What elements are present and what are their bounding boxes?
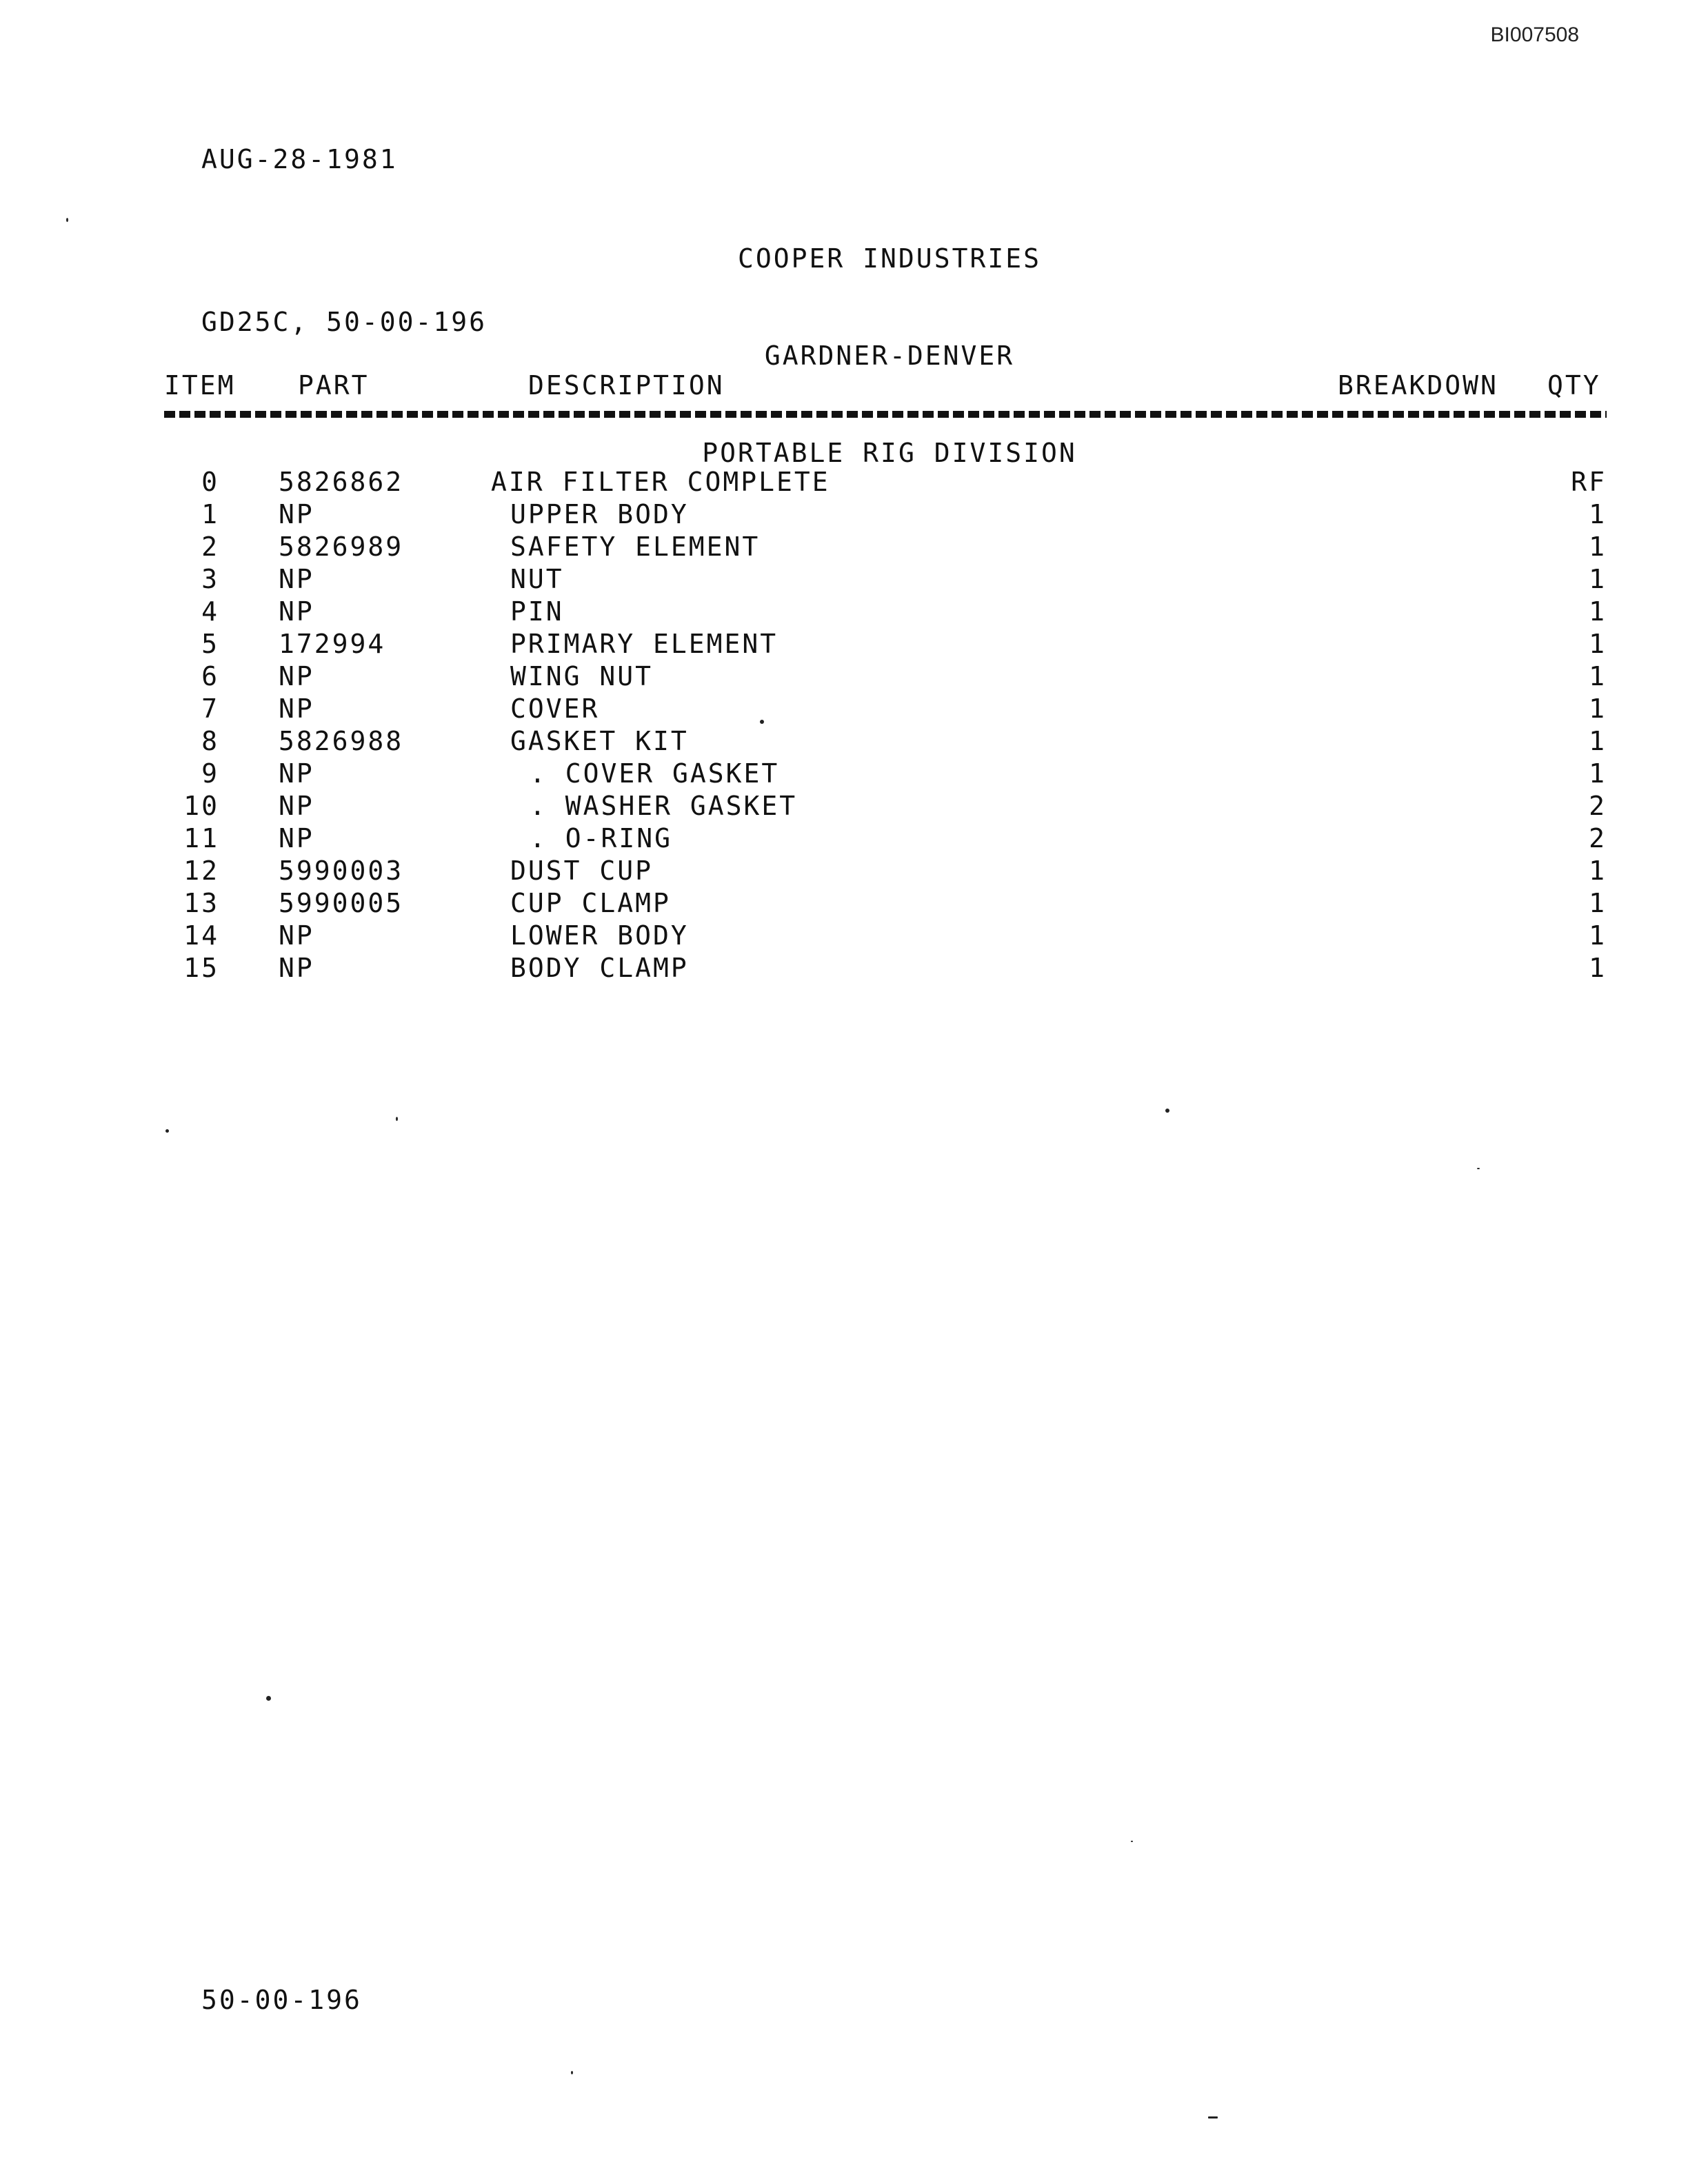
row-qty: 1 [1589, 596, 1607, 627]
scan-speck [266, 1696, 271, 1701]
company-name: COOPER INDUSTRIES [738, 243, 1041, 274]
scan-speck [1165, 1109, 1169, 1113]
row-description: . WASHER GASKET [530, 791, 798, 821]
row-part: NP [279, 791, 314, 821]
scan-speck [1131, 1841, 1133, 1842]
row-qty: 1 [1589, 532, 1607, 562]
document-date: AUG-28-1981 [201, 144, 398, 174]
table-row [0, 728, 1688, 760]
table-row [0, 825, 1688, 858]
column-header-description: DESCRIPTION [528, 370, 725, 401]
row-part: NP [279, 596, 314, 627]
scan-speck [1208, 2116, 1218, 2119]
scan-speck [66, 218, 68, 222]
scan-speck [1477, 1168, 1480, 1169]
row-part: NP [279, 953, 314, 983]
row-part: 5990005 [279, 888, 404, 918]
model-line: GD25C, 50-00-196 [201, 307, 488, 337]
row-qty: 1 [1589, 953, 1607, 983]
table-row [0, 566, 1688, 598]
row-qty: 1 [1589, 661, 1607, 691]
row-qty: 2 [1589, 823, 1607, 853]
row-item: 3 [201, 564, 219, 594]
table-row [0, 858, 1688, 890]
row-qty: 1 [1589, 694, 1607, 724]
row-description: NUT [510, 564, 564, 594]
row-item: 5 [201, 629, 219, 659]
header-divider [164, 411, 1607, 418]
row-description: COVER [510, 694, 600, 724]
table-row [0, 696, 1688, 728]
scan-speck [396, 1117, 398, 1121]
row-item: 11 [183, 823, 219, 853]
row-qty: 1 [1589, 758, 1607, 789]
row-item: 10 [183, 791, 219, 821]
table-row [0, 955, 1688, 987]
row-description: . O-RING [530, 823, 673, 853]
row-item: 1 [201, 499, 219, 529]
row-item: 9 [201, 758, 219, 789]
company-subdivision: PORTABLE RIG DIVISION [702, 438, 1077, 468]
column-header-part: PART [298, 370, 370, 401]
row-description: . COVER GASKET [530, 758, 780, 789]
row-qty: 1 [1589, 888, 1607, 918]
column-header-qty: QTY [1547, 370, 1601, 401]
row-part: NP [279, 499, 314, 529]
row-description: PRIMARY ELEMENT [510, 629, 778, 659]
row-qty: 1 [1589, 499, 1607, 529]
table-row [0, 469, 1688, 501]
row-description: DUST CUP [510, 856, 654, 886]
row-description: UPPER BODY [510, 499, 689, 529]
row-item: 4 [201, 596, 219, 627]
row-qty: 1 [1589, 726, 1607, 756]
row-part: NP [279, 694, 314, 724]
column-header-item: ITEM [164, 370, 236, 401]
table-row [0, 793, 1688, 825]
row-part: NP [279, 758, 314, 789]
column-header-breakdown: BREAKDOWN [1338, 370, 1498, 401]
row-part: 5990003 [279, 856, 404, 886]
row-part: NP [279, 661, 314, 691]
scan-speck [760, 720, 764, 724]
row-qty: 1 [1589, 564, 1607, 594]
table-row [0, 760, 1688, 793]
row-part: 172994 [279, 629, 386, 659]
table-row [0, 534, 1688, 566]
table-row [0, 922, 1688, 955]
parts-table [0, 469, 1688, 987]
page-footer-code: 50-00-196 [201, 1985, 362, 2015]
row-item: 12 [183, 856, 219, 886]
row-item: 7 [201, 694, 219, 724]
row-item: 2 [201, 532, 219, 562]
table-row [0, 631, 1688, 663]
table-row [0, 890, 1688, 922]
row-qty: RF [1571, 467, 1607, 497]
row-description: WING NUT [510, 661, 654, 691]
row-part: 5826988 [279, 726, 404, 756]
row-item: 0 [201, 467, 219, 497]
row-description: PIN [510, 596, 564, 627]
row-item: 8 [201, 726, 219, 756]
row-description: SAFETY ELEMENT [510, 532, 761, 562]
row-item: 6 [201, 661, 219, 691]
scan-speck [165, 1129, 169, 1133]
row-part: NP [279, 564, 314, 594]
row-qty: 2 [1589, 791, 1607, 821]
table-row [0, 598, 1688, 631]
scan-speck [571, 2071, 573, 2074]
document-id: BI007508 [1490, 23, 1579, 46]
row-description: LOWER BODY [510, 920, 689, 951]
row-part: 5826862 [279, 467, 404, 497]
row-qty: 1 [1589, 629, 1607, 659]
company-division: GARDNER-DENVER [764, 341, 1015, 371]
row-item: 15 [183, 953, 219, 983]
table-row [0, 501, 1688, 534]
row-item: 14 [183, 920, 219, 951]
row-description: CUP CLAMP [510, 888, 671, 918]
row-item: 13 [183, 888, 219, 918]
row-description: GASKET KIT [510, 726, 689, 756]
row-part: NP [279, 920, 314, 951]
row-qty: 1 [1589, 856, 1607, 886]
row-description: BODY CLAMP [510, 953, 689, 983]
row-part: 5826989 [279, 532, 404, 562]
row-part: NP [279, 823, 314, 853]
row-description: AIR FILTER COMPLETE [491, 467, 830, 497]
company-header [683, 178, 1096, 502]
row-qty: 1 [1589, 920, 1607, 951]
table-row [0, 663, 1688, 696]
